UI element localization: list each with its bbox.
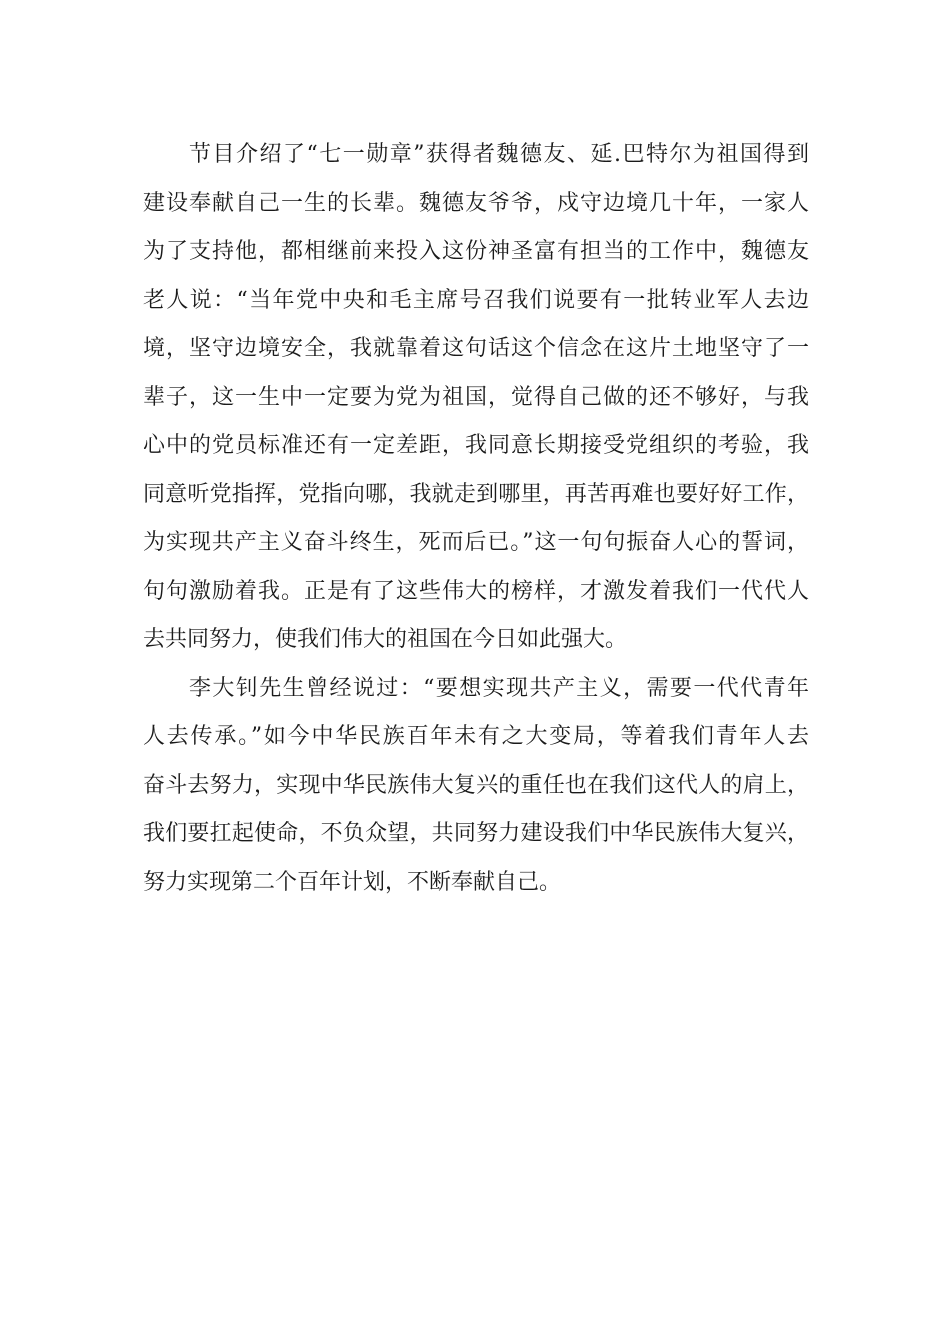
paragraph-line: 努力实现第二个百年计划，不断奉献自己。 bbox=[143, 869, 562, 895]
paragraph-line: 句句激励着我。正是有了这些伟大的榜样，才激发着我们一代代人 bbox=[143, 578, 809, 604]
paragraph-line: 人去传承。”如今中华民族百年未有之大变局，等着我们青年人去 bbox=[143, 724, 809, 749]
paragraph-line: 建设奉献自己一生的长辈。魏德友爷爷，戍守边境几十年，一家人 bbox=[143, 190, 809, 216]
paragraph-line: 老人说：“当年党中央和毛主席号召我们说要有一批转业军人去边 bbox=[143, 287, 809, 313]
paragraph-line: 奋斗去努力，实现中华民族伟大复兴的重任也在我们这代人的肩上， bbox=[143, 772, 809, 798]
paragraph-line: 李大钊先生曾经说过：“要想实现共产主义，需要一代代青年 bbox=[189, 675, 809, 701]
paragraph-line: 境，坚守边境安全，我就靠着这句话这个信念在这片土地坚守了一 bbox=[143, 336, 809, 361]
paragraph-1 bbox=[143, 131, 809, 665]
paragraph-line: 我们要扛起使命，不负众望，共同努力建设我们中华民族伟大复兴， bbox=[143, 821, 809, 846]
paragraph-line: 辈子，这一生中一定要为党为祖国，觉得自己做的还不够好，与我 bbox=[143, 384, 809, 410]
paragraph-line: 去共同努力，使我们伟大的祖国在今日如此强大。 bbox=[143, 627, 628, 652]
paragraph-2 bbox=[143, 665, 809, 908]
document-body bbox=[143, 131, 809, 907]
paragraph-line: 同意听党指挥，党指向哪，我就走到哪里，再苦再难也要好好工作， bbox=[143, 481, 809, 507]
paragraph-line: 心中的党员标准还有一定差距，我同意长期接受党组织的考验，我 bbox=[143, 433, 809, 458]
paragraph-line: 为了支持他，都相继前来投入这份神圣富有担当的工作中，魏德友 bbox=[143, 239, 809, 264]
paragraph-line: 为实现共产主义奋斗终生，死而后已。”这一句句振奋人心的誓词， bbox=[143, 530, 809, 555]
paragraph-line: 节目介绍了“七一勋章”获得者魏德友、延.巴特尔为祖国得到 bbox=[189, 142, 809, 167]
